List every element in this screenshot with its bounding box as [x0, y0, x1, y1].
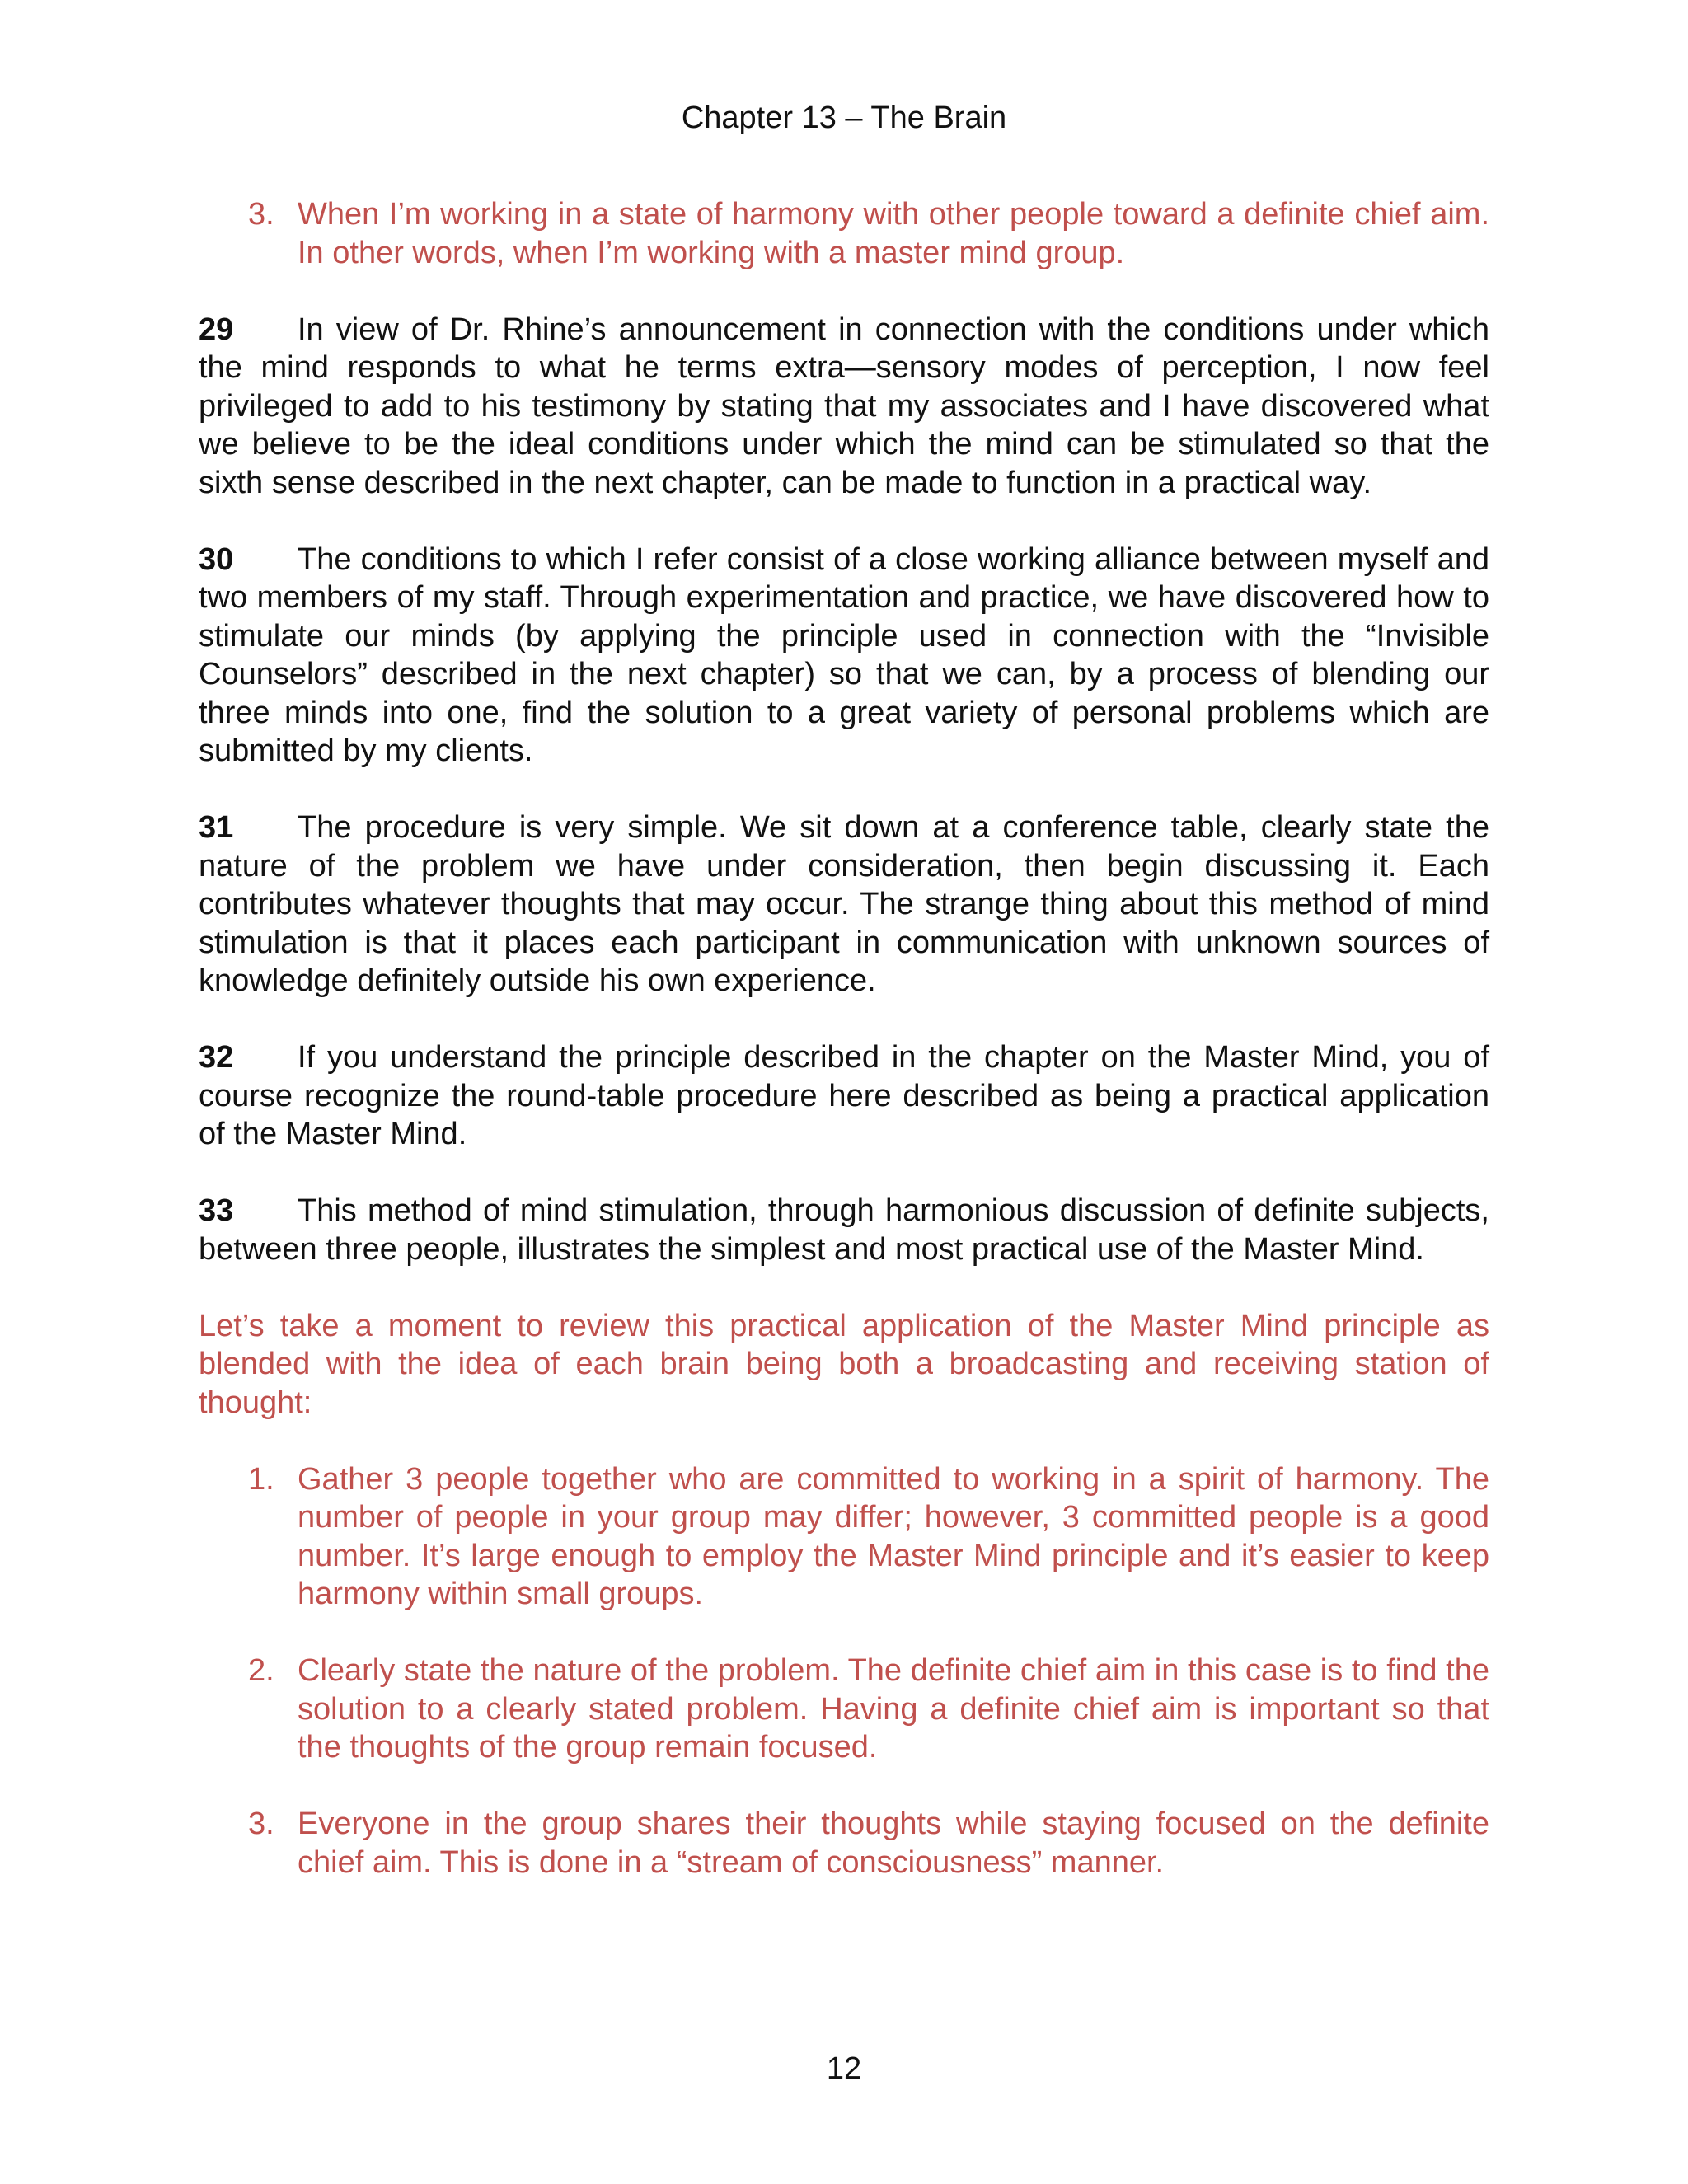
paragraph-32 [199, 1038, 1489, 1154]
paragraph-text: If you understand the principle described in the chapter on the Master Mind, you of course recognize the round-table procedure here described as being a practical application of the Master Mind. [199, 1040, 1489, 1151]
paragraph-text: In view of Dr. Rhine’s announcement in connection with the conditions under which the mind responds to what he terms extra—sensory modes of perception, I now feel privileged to add to his testimony by stating that my associates and I have discovered what we believe to be the ideal conditions under which the mind can be stimulated so that the sixth sense described in the next chapter, can be made to function in a practical way. [199, 312, 1489, 500]
review-intro: Let’s take a moment to review this practical application of the Master Mind principle as blended with the idea of each brain being both a broadcasting and receiving station of thought: [199, 1308, 1489, 1420]
page-number: 12 [826, 2051, 862, 2086]
review-list-item [199, 1805, 1489, 1882]
paragraph-33 [199, 1192, 1489, 1268]
list-text: Clearly state the nature of the problem. The definite chief aim in this case is to find the solution to a clearly stated problem. Having a definite chief aim is important so that the thoughts of the group remain focused. [298, 1653, 1489, 1765]
paragraph-number: 31 [199, 810, 234, 845]
top-list-item [199, 195, 1489, 272]
review-list-item [199, 1460, 1489, 1614]
list-marker: 3. [248, 197, 274, 232]
paragraph-number: 30 [199, 541, 234, 577]
paragraph-31 [199, 808, 1489, 1001]
list-marker: 2. [248, 1653, 274, 1688]
review-list-item [199, 1652, 1489, 1767]
list-text: Gather 3 people together who are committed to working in a spirit of harmony. The number of people in your group may differ; however, 3 committed people is a good number. It’s large enough to employ the Master Mind principle and it’s easier to keep harmony within small groups. [298, 1461, 1489, 1611]
list-marker: 1. [248, 1461, 274, 1497]
paragraph-number: 33 [199, 1193, 234, 1228]
paragraph-29 [199, 311, 1489, 503]
list-text: When I’m working in a state of harmony with other people toward a definite chief aim. In other words, when I’m working with a master mind group. [298, 197, 1489, 270]
page-content [199, 195, 1489, 1920]
list-marker: 3. [248, 1807, 274, 1841]
paragraph-text: The conditions to which I refer consist of a close working alliance between myself and two members of my staff. Through experimentation and practice, we have discovered how to stimulate our minds (by applying the principle used in connection with the “Invisible Counselors” described in the next chapter) so that we can, by a process of blending our three minds into one, find the solution to a great variety of personal problems which are submitted by my clients. [199, 541, 1489, 768]
paragraph-number: 29 [199, 312, 234, 347]
page-header: Chapter 13 – The Brain [681, 101, 1007, 135]
list-text: Everyone in the group shares their thoughts while staying focused on the definite chief aim. This is done in a “stream of consciousness” manner. [298, 1807, 1489, 1880]
paragraph-number: 32 [199, 1040, 234, 1075]
paragraph-30 [199, 541, 1489, 771]
paragraph-text: This method of mind stimulation, through harmonious discussion of definite subjects, between three people, illustrates the simplest and most practical use of the Master Mind. [199, 1193, 1489, 1267]
paragraph-text: The procedure is very simple. We sit down at a conference table, clearly state the nature of the problem we have under consideration, then begin discussing it. Each contributes whatever thoughts that may occur. The strange thing about this method of mind stimulation is that it places each participant in communication with unknown sources of knowledge definitely outside his own experience. [199, 810, 1489, 998]
